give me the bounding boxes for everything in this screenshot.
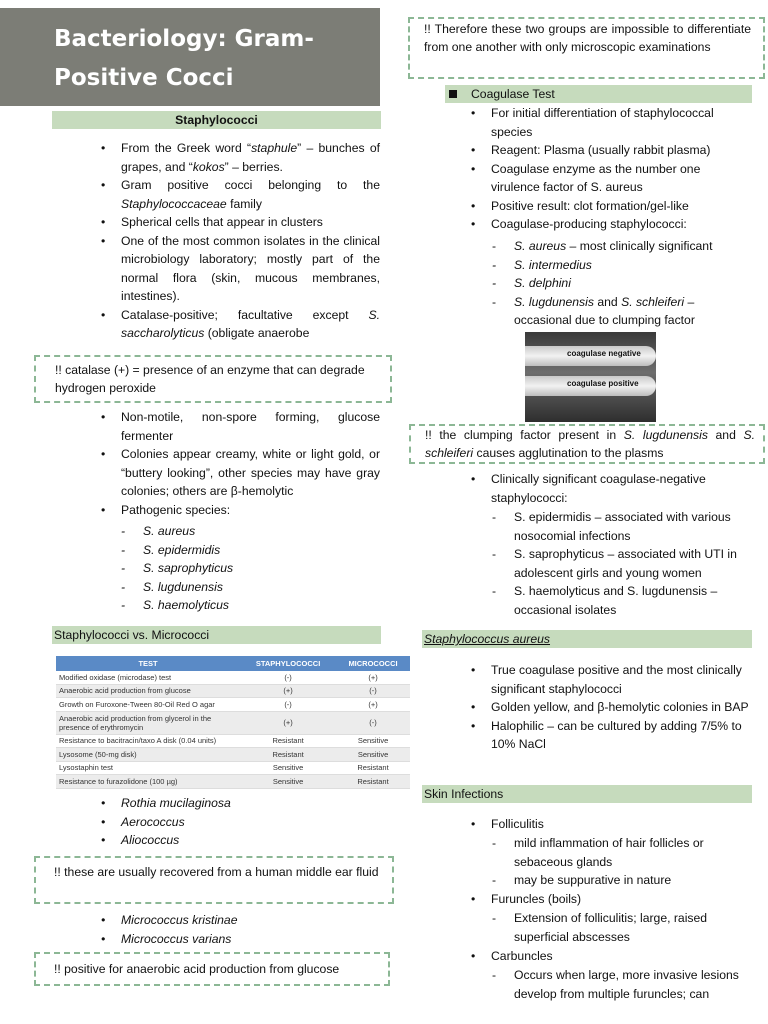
list-item: • Micrococcus varians bbox=[121, 930, 380, 949]
cons-items-list bbox=[514, 508, 751, 619]
micrococci-list-b bbox=[121, 911, 380, 948]
section-staph-vs-micro: Staphylococci vs. Micrococci bbox=[52, 626, 381, 644]
coagulase-tubes-photo bbox=[525, 332, 656, 422]
table-row: Resistance to furazolidone (100 µg) Sensitive Resistant bbox=[56, 775, 410, 789]
list-item: • Non-motile, non-spore forming, glucose fermenter bbox=[121, 408, 380, 445]
list-item: - mild inflammation of hair follicles or sebaceous glands bbox=[514, 834, 751, 871]
table-row: Growth on Furoxone-Tween 80-Oil Red O agar (-) (+) bbox=[56, 698, 410, 712]
list-item: • Folliculitis bbox=[491, 815, 751, 834]
comparison-table bbox=[56, 656, 410, 789]
list-item: - may be suppurative in nature bbox=[514, 871, 751, 890]
list-item: • Golden yellow, and β-hemolytic colonies in BAP bbox=[491, 698, 751, 717]
features-list bbox=[121, 408, 380, 519]
list-item: - S. lugdunensis bbox=[143, 578, 373, 597]
list-item: • Spherical cells that appear in clusters bbox=[121, 213, 380, 232]
coagulase-heading: Coagulase Test bbox=[471, 87, 555, 101]
list-item: - S. saprophyticus – associated with UTI in adolescent girls and young women bbox=[514, 545, 751, 582]
list-item: • Carbuncles bbox=[491, 947, 751, 966]
section-skin-infections: Skin Infections bbox=[422, 785, 752, 803]
list-item: - S. intermedius bbox=[514, 256, 751, 275]
table-header: TEST bbox=[56, 656, 240, 671]
list-item: • Clinically significant coagulase-negative staphylococci: bbox=[491, 470, 751, 507]
coagulase-heading-bar bbox=[445, 85, 752, 103]
list-item: • Aerococcus bbox=[121, 813, 380, 832]
list-item: • Coagulase-producing staphylococci: bbox=[491, 215, 751, 234]
furuncles-items bbox=[514, 909, 751, 946]
list-item: • For initial differentiation of staphylococcal species bbox=[491, 104, 751, 141]
note-clumping: !! the clumping factor present in S. lugdunensis and S. schleiferi causes agglutination to the plasms bbox=[409, 424, 765, 464]
list-item: • Gram positive cocci belonging to the Staphylococcaceae family bbox=[121, 176, 380, 213]
table-row: Lysosome (50-mg disk) Resistant Sensitive bbox=[56, 748, 410, 762]
list-item: • Catalase-positive; facultative except S. saccharolyticus (obligate anaerobe bbox=[121, 306, 380, 343]
list-item: - S. epidermidis bbox=[143, 541, 373, 560]
list-item: • True coagulase positive and the most clinically significant staphylococci bbox=[491, 661, 751, 698]
tube-label-positive: coagulase positive bbox=[567, 379, 639, 388]
list-item: - S. aureus bbox=[143, 522, 373, 541]
square-bullet-icon bbox=[449, 90, 457, 98]
list-item: • Aliococcus bbox=[121, 831, 380, 850]
table-header: STAPHYLOCOCCI bbox=[240, 656, 336, 671]
list-item: - S. epidermidis – associated with various nosocomial infections bbox=[514, 508, 751, 545]
list-item: • Pathogenic species: bbox=[121, 501, 380, 520]
list-item: • Positive result: clot formation/gel-like bbox=[491, 197, 751, 216]
table-row: Modified oxidase (microdase) test (-) (+) bbox=[56, 671, 410, 684]
note-middle-ear: !! these are usually recovered from a human middle ear fluid bbox=[34, 856, 394, 904]
list-item: - S. delphini bbox=[514, 274, 751, 293]
list-item: - S. haemolyticus bbox=[143, 596, 373, 615]
pathogenic-species-list bbox=[143, 522, 373, 615]
list-item: - S. saprophyticus bbox=[143, 559, 373, 578]
list-item: • From the Greek word “staphule” – bunches of grapes, and “kokos” – berries. bbox=[121, 139, 380, 176]
section-staph-aureus: Staphylococcus aureus bbox=[422, 630, 752, 648]
cons-list bbox=[491, 470, 751, 507]
micrococci-list-a bbox=[121, 794, 380, 850]
intro-list bbox=[121, 139, 380, 343]
section-staphylococci: Staphylococci bbox=[52, 111, 381, 129]
skin-list-2 bbox=[491, 890, 751, 909]
note-therefore: !! Therefore these two groups are impossible to differentiate from one another with only microscopic examinations bbox=[408, 17, 765, 79]
list-item: • One of the most common isolates in the clinical microbiology laboratory; mostly part of the normal flora (skin, mucous membranes, intestines). bbox=[121, 232, 380, 306]
table-row: Lysostaphin test Sensitive Resistant bbox=[56, 761, 410, 775]
table-row: Anaerobic acid production from glycerol in the presence of erythromycin (+) (-) bbox=[56, 711, 410, 734]
page-title: Bacteriology: Gram-Positive Cocci bbox=[0, 8, 380, 106]
carbuncles-items bbox=[514, 966, 751, 1003]
list-item: - S. haemolyticus and S. lugdunensis – occasional isolates bbox=[514, 582, 751, 619]
list-item: - S. aureus – most clinically significant bbox=[514, 237, 751, 256]
skin-list bbox=[491, 815, 751, 834]
list-item: • Coagulase enzyme as the number one virulence factor of S. aureus bbox=[491, 160, 751, 197]
skin-list-3 bbox=[491, 947, 751, 966]
list-item: • Reagent: Plasma (usually rabbit plasma) bbox=[491, 141, 751, 160]
saureus-list bbox=[491, 661, 751, 754]
coagulase-list bbox=[491, 104, 751, 234]
coagulase-producers-list bbox=[514, 237, 751, 330]
list-item: • Halophilic – can be cultured by adding 7/5% to 10% NaCl bbox=[491, 717, 751, 754]
list-item: • Colonies appear creamy, white or light gold, or “buttery looking”, other species may have gray colonies; others are β-hemolytic bbox=[121, 445, 380, 501]
list-item: - Occurs when large, more invasive lesions develop from multiple furuncles; can bbox=[514, 966, 751, 1003]
list-item: - S. lugdunensis and S. schleiferi – occasional due to clumping factor bbox=[514, 293, 751, 330]
list-item: • Rothia mucilaginosa bbox=[121, 794, 380, 813]
table-row: Anaerobic acid production from glucose (+) (-) bbox=[56, 684, 410, 698]
tube-label-negative: coagulase negative bbox=[567, 349, 641, 358]
note-catalase: !! catalase (+) = presence of an enzyme that can degrade hydrogen peroxide bbox=[34, 355, 392, 403]
list-item: • Micrococcus kristinae bbox=[121, 911, 380, 930]
note-glucose: !! positive for anaerobic acid production from glucose bbox=[34, 952, 390, 986]
list-item: - Extension of folliculitis; large, raised superficial abscesses bbox=[514, 909, 751, 946]
table-row: Resistance to bacitracin/taxo A disk (0.04 units) Resistant Sensitive bbox=[56, 734, 410, 748]
table-header: MICROCOCCI bbox=[336, 656, 410, 671]
folliculitis-items bbox=[514, 834, 751, 890]
list-item: • Furuncles (boils) bbox=[491, 890, 751, 909]
comparison-table-image bbox=[56, 656, 410, 789]
